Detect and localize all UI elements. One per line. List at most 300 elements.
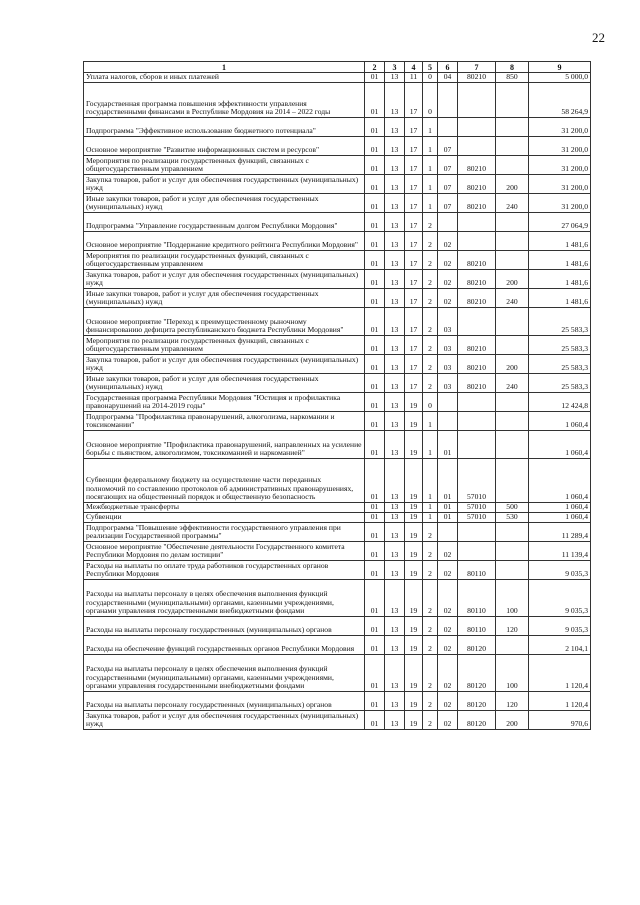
code-cell: 01	[365, 580, 385, 617]
table-row	[84, 308, 591, 336]
code-cell: 01	[365, 503, 385, 513]
code-cell: 01	[365, 692, 385, 711]
code-cell: 120	[496, 617, 529, 636]
header-cell: 3	[385, 62, 405, 73]
code-cell: 100	[496, 655, 529, 692]
code-cell: 19	[405, 561, 423, 580]
code-cell	[458, 412, 496, 431]
code-cell: 2	[423, 711, 438, 730]
table-row	[84, 83, 591, 118]
code-cell: 80210	[458, 194, 496, 213]
item-name: Основное мероприятие "Переход к преимущественному рыночному финансированию дефицита республиканского бюджета Республики Мордовия"	[84, 308, 365, 336]
code-cell: 01	[365, 308, 385, 336]
amount-cell: 1 060,4	[529, 412, 591, 431]
item-name: Межбюджетные трансферты	[84, 503, 365, 513]
item-name: Иные закупки товаров, работ и услуг для обеспечения государственных (муниципальных) нужд	[84, 289, 365, 308]
code-cell: 01	[365, 513, 385, 523]
table-row	[84, 561, 591, 580]
amount-cell: 9 035,3	[529, 561, 591, 580]
code-cell: 03	[438, 308, 458, 336]
table-row	[84, 542, 591, 561]
code-cell: 07	[438, 194, 458, 213]
code-cell: 01	[365, 83, 385, 118]
code-cell: 80120	[458, 711, 496, 730]
code-cell: 13	[385, 655, 405, 692]
code-cell	[496, 542, 529, 561]
code-cell: 13	[385, 561, 405, 580]
code-cell	[496, 561, 529, 580]
amount-cell: 1 120,4	[529, 692, 591, 711]
code-cell	[458, 137, 496, 156]
code-cell: 120	[496, 692, 529, 711]
code-cell: 240	[496, 289, 529, 308]
amount-cell: 25 583,3	[529, 308, 591, 336]
code-cell: 2	[423, 213, 438, 232]
code-cell: 13	[385, 137, 405, 156]
code-cell: 13	[385, 232, 405, 251]
code-cell: 01	[365, 617, 385, 636]
code-cell: 19	[405, 503, 423, 513]
code-cell	[496, 251, 529, 270]
code-cell: 17	[405, 232, 423, 251]
amount-cell: 1 060,4	[529, 431, 591, 459]
amount-cell: 31 200,0	[529, 175, 591, 194]
code-cell: 01	[365, 289, 385, 308]
item-name: Расходы на выплаты персоналу государственных (муниципальных) органов	[84, 617, 365, 636]
code-cell: 03	[438, 374, 458, 393]
code-cell	[496, 213, 529, 232]
code-cell: 13	[385, 175, 405, 194]
code-cell: 200	[496, 270, 529, 289]
code-cell: 17	[405, 118, 423, 137]
amount-cell: 12 424,8	[529, 393, 591, 412]
code-cell: 80120	[458, 655, 496, 692]
code-cell: 01	[365, 412, 385, 431]
amount-cell: 11 139,4	[529, 542, 591, 561]
table-row	[84, 459, 591, 503]
amount-cell: 5 000,0	[529, 73, 591, 83]
item-name: Иные закупки товаров, работ и услуг для обеспечения государственных (муниципальных) нужд	[84, 194, 365, 213]
item-name: Основное мероприятие "Развитие информационных систем и ресурсов"	[84, 137, 365, 156]
code-cell: 2	[423, 270, 438, 289]
code-cell: 200	[496, 175, 529, 194]
code-cell: 03	[438, 336, 458, 355]
table-row	[84, 393, 591, 412]
code-cell: 13	[385, 542, 405, 561]
code-cell: 02	[438, 251, 458, 270]
code-cell: 17	[405, 336, 423, 355]
code-cell: 0	[423, 393, 438, 412]
table-row	[84, 232, 591, 251]
code-cell: 80120	[458, 636, 496, 655]
item-name: Расходы на выплаты персоналу в целях обеспечения выполнения функций государственными (муниципальными) органами, казенными учреждениями, органами управления государственными внебюджетными фондами	[84, 655, 365, 692]
header-cell: 1	[84, 62, 365, 73]
code-cell: 200	[496, 355, 529, 374]
code-cell: 01	[365, 175, 385, 194]
code-cell: 19	[405, 580, 423, 617]
code-cell: 17	[405, 374, 423, 393]
code-cell: 17	[405, 83, 423, 118]
code-cell: 19	[405, 617, 423, 636]
code-cell	[496, 308, 529, 336]
code-cell: 80110	[458, 561, 496, 580]
code-cell: 13	[385, 336, 405, 355]
code-cell: 200	[496, 711, 529, 730]
code-cell: 2	[423, 374, 438, 393]
code-cell: 19	[405, 655, 423, 692]
amount-cell: 9 035,3	[529, 580, 591, 617]
code-cell: 2	[423, 542, 438, 561]
code-cell: 01	[365, 137, 385, 156]
amount-cell: 25 583,3	[529, 374, 591, 393]
item-name: Подпрограмма "Повышение эффективности государственного управления при реализации Государственной программы"	[84, 523, 365, 542]
code-cell	[496, 431, 529, 459]
code-cell: 1	[423, 431, 438, 459]
table-row	[84, 711, 591, 730]
table-row	[84, 251, 591, 270]
code-cell: 19	[405, 459, 423, 503]
code-cell: 13	[385, 393, 405, 412]
item-name: Государственная программа повышения эффективности управления государственными финансами в Республике Мордовия на 2014 – 2022 годы	[84, 83, 365, 118]
code-cell: 01	[365, 459, 385, 503]
code-cell: 02	[438, 270, 458, 289]
code-cell	[496, 83, 529, 118]
code-cell	[438, 118, 458, 137]
code-cell: 80110	[458, 617, 496, 636]
code-cell: 80110	[458, 580, 496, 617]
table-row	[84, 412, 591, 431]
amount-cell: 1 481,6	[529, 251, 591, 270]
code-cell: 57010	[458, 513, 496, 523]
code-cell: 0	[423, 83, 438, 118]
code-cell: 240	[496, 374, 529, 393]
code-cell: 80210	[458, 251, 496, 270]
code-cell: 01	[438, 503, 458, 513]
code-cell: 13	[385, 73, 405, 83]
code-cell: 2	[423, 561, 438, 580]
code-cell: 13	[385, 580, 405, 617]
code-cell: 02	[438, 636, 458, 655]
code-cell: 80210	[458, 374, 496, 393]
code-cell: 02	[438, 692, 458, 711]
code-cell: 17	[405, 213, 423, 232]
code-cell: 13	[385, 503, 405, 513]
code-cell	[458, 232, 496, 251]
table-row	[84, 374, 591, 393]
code-cell: 2	[423, 336, 438, 355]
code-cell: 02	[438, 655, 458, 692]
amount-cell: 1 481,6	[529, 232, 591, 251]
item-name: Основное мероприятие "Профилактика правонарушений, направленных на усиление борьбы с пьянством, алкоголизмом, токсикоманией и наркоманией"	[84, 431, 365, 459]
code-cell: 01	[365, 156, 385, 175]
code-cell: 11	[405, 73, 423, 83]
code-cell: 2	[423, 636, 438, 655]
code-cell: 02	[438, 617, 458, 636]
code-cell: 13	[385, 459, 405, 503]
code-cell: 04	[438, 73, 458, 83]
code-cell: 01	[365, 431, 385, 459]
item-name: Подпрограмма "Профилактика правонарушений, алкоголизма, наркомании и токсикомании"	[84, 412, 365, 431]
code-cell	[438, 393, 458, 412]
code-cell: 2	[423, 232, 438, 251]
header-cell: 5	[423, 62, 438, 73]
code-cell: 2	[423, 289, 438, 308]
amount-cell: 11 289,4	[529, 523, 591, 542]
item-name: Мероприятия по реализации государственных функций, связанных с общегосударственным управлением	[84, 156, 365, 175]
amount-cell: 31 200,0	[529, 137, 591, 156]
code-cell: 1	[423, 459, 438, 503]
header-cell: 4	[405, 62, 423, 73]
code-cell	[496, 336, 529, 355]
amount-cell: 1 120,4	[529, 655, 591, 692]
code-cell: 01	[365, 374, 385, 393]
code-cell: 02	[438, 561, 458, 580]
table-row	[84, 355, 591, 374]
header-cell: 6	[438, 62, 458, 73]
code-cell: 19	[405, 523, 423, 542]
code-cell: 01	[365, 355, 385, 374]
code-cell: 2	[423, 617, 438, 636]
code-cell	[496, 118, 529, 137]
code-cell: 530	[496, 513, 529, 523]
amount-cell: 1 060,4	[529, 503, 591, 513]
code-cell: 01	[365, 336, 385, 355]
code-cell	[496, 156, 529, 175]
code-cell	[458, 393, 496, 412]
code-cell: 80210	[458, 270, 496, 289]
code-cell	[458, 118, 496, 137]
item-name: Расходы на выплаты по оплате труда работников государственных органов Республики Мордовия	[84, 561, 365, 580]
code-cell: 1	[423, 156, 438, 175]
code-cell: 80210	[458, 156, 496, 175]
code-cell: 07	[438, 156, 458, 175]
code-cell: 13	[385, 308, 405, 336]
table-row	[84, 503, 591, 513]
code-cell: 17	[405, 270, 423, 289]
table-body	[84, 73, 591, 730]
code-cell	[438, 412, 458, 431]
code-cell: 01	[365, 636, 385, 655]
code-cell: 19	[405, 431, 423, 459]
code-cell: 1	[423, 118, 438, 137]
code-cell: 57010	[458, 503, 496, 513]
code-cell: 13	[385, 194, 405, 213]
code-cell: 13	[385, 118, 405, 137]
code-cell	[458, 213, 496, 232]
code-cell	[496, 459, 529, 503]
code-cell: 19	[405, 711, 423, 730]
code-cell: 19	[405, 412, 423, 431]
table-row	[84, 523, 591, 542]
code-cell: 17	[405, 175, 423, 194]
amount-cell: 1 481,6	[529, 289, 591, 308]
code-cell: 2	[423, 580, 438, 617]
header-cell: 8	[496, 62, 529, 73]
code-cell: 01	[365, 270, 385, 289]
code-cell: 17	[405, 137, 423, 156]
code-cell: 1	[423, 175, 438, 194]
item-name: Основное мероприятие "Обеспечение деятельности Государственного комитета Республики Мордовия по делам юстиции"	[84, 542, 365, 561]
code-cell: 13	[385, 270, 405, 289]
code-cell: 01	[365, 118, 385, 137]
code-cell: 02	[438, 289, 458, 308]
table-row	[84, 289, 591, 308]
amount-cell: 25 583,3	[529, 355, 591, 374]
code-cell: 02	[438, 542, 458, 561]
code-cell: 01	[365, 655, 385, 692]
table-row	[84, 336, 591, 355]
code-cell: 03	[438, 355, 458, 374]
amount-cell: 31 200,0	[529, 118, 591, 137]
item-name: Мероприятия по реализации государственных функций, связанных с общегосударственным управлением	[84, 336, 365, 355]
code-cell: 01	[365, 523, 385, 542]
code-cell: 80120	[458, 692, 496, 711]
code-cell	[496, 636, 529, 655]
code-cell: 1	[423, 412, 438, 431]
code-cell: 2	[423, 655, 438, 692]
item-name: Уплата налогов, сборов и иных платежей	[84, 73, 365, 83]
code-cell: 13	[385, 156, 405, 175]
code-cell: 01	[365, 542, 385, 561]
page-number: 22	[592, 30, 605, 45]
code-cell: 500	[496, 503, 529, 513]
code-cell: 1	[423, 194, 438, 213]
item-name: Мероприятия по реализации государственных функций, связанных с общегосударственным управлением	[84, 251, 365, 270]
code-cell: 13	[385, 213, 405, 232]
code-cell: 01	[365, 232, 385, 251]
code-cell: 13	[385, 412, 405, 431]
code-cell: 13	[385, 692, 405, 711]
table-row	[84, 175, 591, 194]
code-cell: 13	[385, 251, 405, 270]
code-cell: 19	[405, 636, 423, 655]
budget-table	[83, 61, 591, 730]
table-row	[84, 513, 591, 523]
code-cell: 80210	[458, 289, 496, 308]
code-cell: 13	[385, 711, 405, 730]
code-cell	[458, 542, 496, 561]
table-row	[84, 194, 591, 213]
code-cell: 2	[423, 308, 438, 336]
code-cell: 01	[438, 459, 458, 503]
amount-cell: 27 064,9	[529, 213, 591, 232]
code-cell	[438, 523, 458, 542]
amount-cell: 31 200,0	[529, 194, 591, 213]
item-name: Подпрограмма "Эффективное использование бюджетного потенциала"	[84, 118, 365, 137]
code-cell	[496, 393, 529, 412]
code-cell: 240	[496, 194, 529, 213]
item-name: Основное мероприятие "Поддержание кредитного рейтинга Республики Мордовия"	[84, 232, 365, 251]
amount-cell: 970,6	[529, 711, 591, 730]
code-cell: 13	[385, 523, 405, 542]
code-cell: 2	[423, 355, 438, 374]
code-cell: 13	[385, 513, 405, 523]
code-cell: 17	[405, 355, 423, 374]
code-cell: 0	[423, 73, 438, 83]
table-header-row	[84, 62, 591, 73]
code-cell: 17	[405, 156, 423, 175]
code-cell: 13	[385, 374, 405, 393]
table-row	[84, 692, 591, 711]
code-cell: 100	[496, 580, 529, 617]
code-cell: 01	[438, 513, 458, 523]
code-cell	[458, 83, 496, 118]
amount-cell: 2 104,1	[529, 636, 591, 655]
code-cell: 17	[405, 194, 423, 213]
code-cell: 2	[423, 523, 438, 542]
amount-cell: 58 264,9	[529, 83, 591, 118]
code-cell: 17	[405, 251, 423, 270]
code-cell: 13	[385, 289, 405, 308]
code-cell: 13	[385, 83, 405, 118]
item-name: Расходы на выплаты персоналу в целях обеспечения выполнения функций государственными (муниципальными) органами, казенными учреждениями, органами управления государственными внебюджетными фондами	[84, 580, 365, 617]
code-cell: 07	[438, 175, 458, 194]
table-row	[84, 73, 591, 83]
code-cell: 01	[438, 431, 458, 459]
code-cell: 57010	[458, 459, 496, 503]
code-cell: 80210	[458, 355, 496, 374]
code-cell: 01	[365, 561, 385, 580]
amount-cell: 9 035,3	[529, 617, 591, 636]
code-cell: 01	[365, 73, 385, 83]
code-cell: 2	[423, 251, 438, 270]
code-cell: 19	[405, 513, 423, 523]
code-cell: 80210	[458, 336, 496, 355]
code-cell: 1	[423, 513, 438, 523]
code-cell	[458, 523, 496, 542]
item-name: Подпрограмма "Управление государственным долгом Республики Мордовия"	[84, 213, 365, 232]
item-name: Закупка товаров, работ и услуг для обеспечения государственных (муниципальных) нужд	[84, 355, 365, 374]
table-row	[84, 118, 591, 137]
amount-cell: 1 060,4	[529, 513, 591, 523]
table-row	[84, 636, 591, 655]
item-name: Расходы на выплаты персоналу государственных (муниципальных) органов	[84, 692, 365, 711]
code-cell: 13	[385, 636, 405, 655]
amount-cell: 25 583,3	[529, 336, 591, 355]
code-cell	[438, 83, 458, 118]
code-cell: 1	[423, 137, 438, 156]
code-cell: 850	[496, 73, 529, 83]
item-name: Расходы на обеспечение функций государственных органов Республики Мордовия	[84, 636, 365, 655]
header-cell: 7	[458, 62, 496, 73]
code-cell: 01	[365, 213, 385, 232]
item-name: Иные закупки товаров, работ и услуг для обеспечения государственных (муниципальных) нужд	[84, 374, 365, 393]
item-name: Субвенции	[84, 513, 365, 523]
code-cell	[496, 523, 529, 542]
code-cell: 19	[405, 692, 423, 711]
header-cell: 9	[529, 62, 591, 73]
table-row	[84, 580, 591, 617]
code-cell	[458, 431, 496, 459]
code-cell	[496, 412, 529, 431]
code-cell: 80210	[458, 73, 496, 83]
code-cell	[496, 232, 529, 251]
code-cell: 2	[423, 692, 438, 711]
code-cell: 19	[405, 393, 423, 412]
code-cell: 01	[365, 711, 385, 730]
table-row	[84, 213, 591, 232]
code-cell: 13	[385, 617, 405, 636]
table-row	[84, 617, 591, 636]
code-cell: 17	[405, 289, 423, 308]
code-cell: 02	[438, 232, 458, 251]
amount-cell: 1 060,4	[529, 459, 591, 503]
header-cell: 2	[365, 62, 385, 73]
item-name: Государственная программа Республики Мордовия "Юстиция и профилактика правонарушений на 2014-2019 годы"	[84, 393, 365, 412]
amount-cell: 31 200,0	[529, 156, 591, 175]
table-row	[84, 270, 591, 289]
code-cell: 1	[423, 503, 438, 513]
